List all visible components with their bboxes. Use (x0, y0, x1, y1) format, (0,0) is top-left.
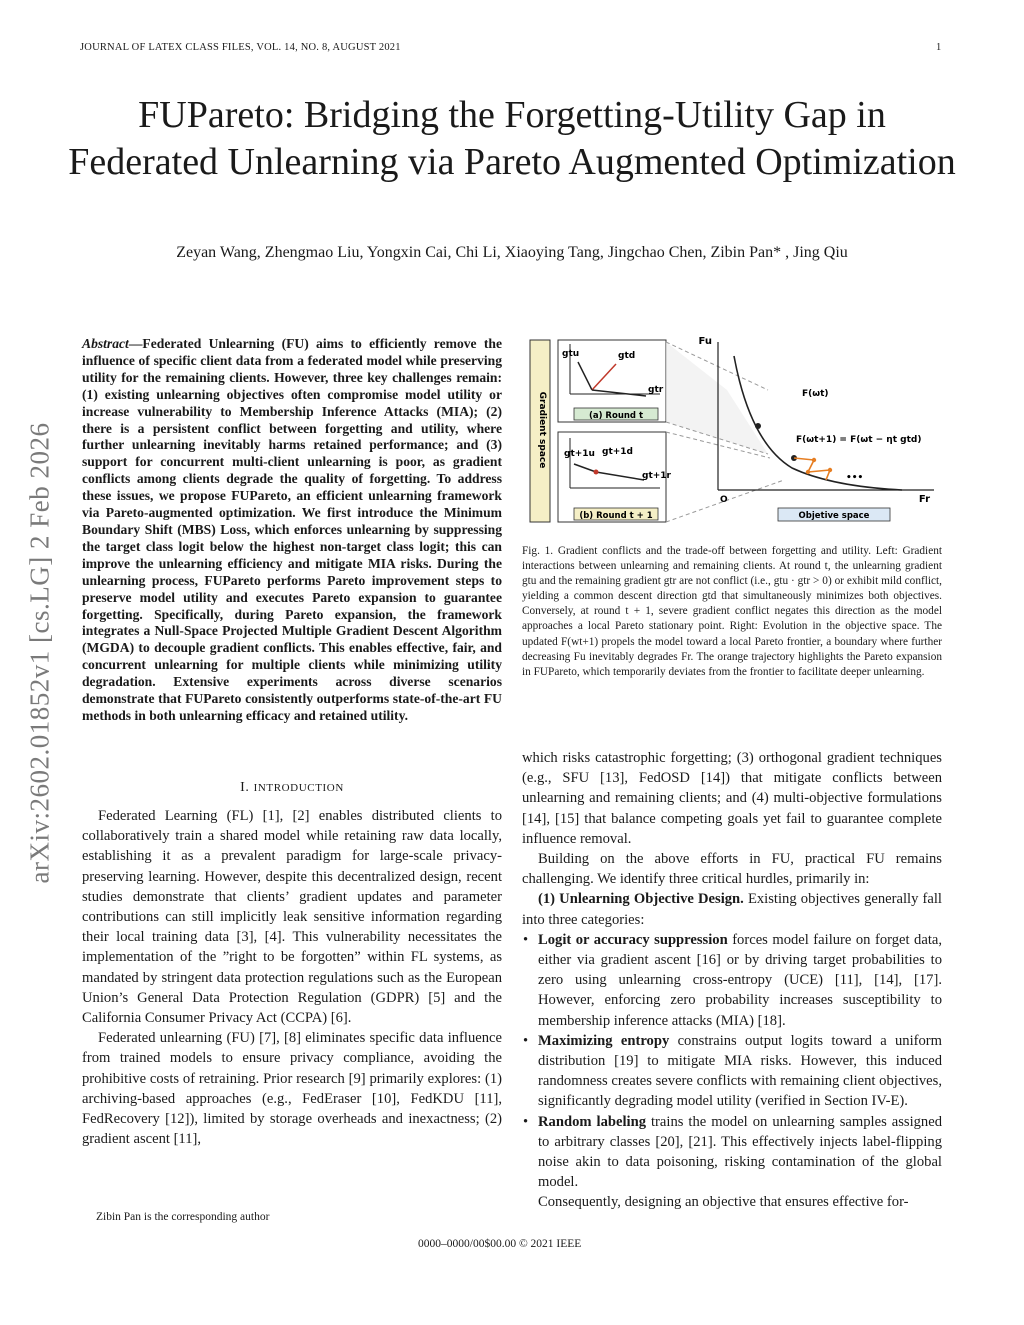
bullet-heading: Maximizing entropy (538, 1032, 670, 1049)
bullet-heading: Random labeling (538, 1113, 646, 1130)
point1-label: F(ωt) (802, 389, 829, 399)
paragraph: Building on the above efforts in FU, practical FU remains challenging. We identify three critical hurdles, primarily in: (522, 851, 942, 888)
page-number: 1 (936, 42, 942, 53)
point2-label: F(ωt+1) = F(ωt − ηt gtd) (796, 435, 922, 445)
bullet-text: forces model failure on forget data, either via gradient ascent [16] or by driving target probabilities to zero using unlearning cross-entropy (UCE) [11], [14], [17]. However, enforcing zero probability increases susceptibility to membership inference attacks (MIA) [18]. (538, 931, 942, 1029)
design-text: Existing objectives generally fall into three categories: (522, 891, 942, 928)
bullet-heading: Logit or accuracy suppression (538, 931, 728, 948)
orange-trajectory (794, 458, 830, 480)
list-item (538, 930, 942, 1031)
bullet-list (522, 930, 942, 1193)
origin-label: O (720, 495, 728, 505)
trajectory-point (806, 470, 810, 474)
label-gr1: gt+1r (642, 471, 671, 481)
pareto-frontier (734, 356, 902, 490)
paragraph: Federated Learning (FL) [1], [2] enables distributed clients to collaboratively train a shared model while retaining raw data locally, establishing it as a prevalent paradigm for large-scale privacy-preserving learning. However, despite this decentralized design, recent studies demonstrate that clients’ gradient updates and parameter contributions can still implicitly leak sensitive information regarding their local training data [3], [4]. This vulnerability necessitates the implementation of the ”right to be forgotten” within FL systems, as mandated by stringent data protection regulations such as the European Union’s General Data Protection Regulation (GDPR) [5] and the California Consumer Privacy Act (CCPA) [6]. (82, 808, 502, 1027)
list-item (538, 1112, 942, 1193)
abstract (82, 336, 502, 725)
footnote: Zibin Pan is the corresponding author (96, 1211, 270, 1223)
section-title: INTRODUCTION (253, 782, 344, 794)
design-paragraph (522, 889, 942, 929)
label-gu1: gt+1u (564, 449, 595, 459)
figure-diagram (522, 330, 946, 530)
point-gd1 (594, 470, 599, 475)
projection-shade-a (666, 342, 768, 454)
round-t-label: (a) Round t (588, 411, 644, 421)
trajectory-point (812, 458, 816, 462)
continuation-dots: ••• (846, 473, 864, 483)
abstract-text: —Federated Unlearning (FU) aims to efficiently remove the influence of specific client data from a federated model while preserving utility for the remaining clients. However, three key challenges remain: (1) existing unlearning objectives often compromise model utility or increase vulnerability to Membership Inference Attacks (MIA); (2) there is a persistent conflict between forgetting and utility, where further unlearning inevitably harms retained performance; and (3) support for concurrent multi-client unlearning is poor, as gradient conflicts among clients degrade the quality of forgetting. To address these issues, we propose FUPareto, an efficient unlearning framework via Pareto-augmented optimization. We first introduce the Minimum Boundary Shift (MBS) Loss, which enforces unlearning by suppressing the target class logit below the highest non-target class logit; this can improve the unlearning efficiency and mitigate MIA risks. During the unlearning process, FUPareto performs Pareto improvement steps to preserve model utility and executes Pareto expansion to guarantee forgetting. Specifically, during Pareto expansion, the framework integrates a Null-Space Projected Multiple Gradient Descent Algorithm (MGDA) to decouple gradient conflicts. This enables effective, fair, and concurrent unlearning for multiple clients while minimizing utility degradation. Extensive experiments across diverse scenarios demonstrate that FUPareto consistently outperforms state-of-the-art FU methods in both unlearning efficacy and retained utility. (82, 336, 502, 723)
gradient-space-label: Gradient space (537, 391, 547, 469)
list-item (538, 1031, 942, 1112)
arxiv-stamp: arXiv:2602.01852v1 [cs.LG] 2 Feb 2026 (24, 422, 55, 884)
round-t1-label: (b) Round t + 1 (579, 511, 653, 521)
trajectory-point (828, 468, 832, 472)
label-gu: gtu (562, 349, 580, 359)
fr-axis-label: Fr (918, 494, 930, 505)
section-number: I. (240, 780, 250, 795)
label-gr: gtr (648, 385, 664, 395)
bullet-text: trains the model on unlearning samples assigned to arbitrary classes [20], [21]. This effectively injects label-flipping noise akin to data poisoning, risking contamination of the global model. (538, 1113, 943, 1191)
abstract-label: Abstract (82, 336, 129, 351)
bullet-text: constrains output logits toward a uniform distribution [19] to mitigate MIA risks. However, this induced randomness creates severe conflicts with remaining client objectives, significantly degrading model utility (verified in Section IV-E). (538, 1032, 942, 1110)
copyright-line: 0000–0000/00$00.00 © 2021 IEEE (418, 1238, 582, 1250)
right-column-body (522, 748, 942, 1213)
running-header: JOURNAL OF LATEX CLASS FILES, VOL. 14, NO. 8, AUGUST 2021 (80, 42, 401, 53)
figure-caption: Fig. 1. Gradient conflicts and the trade-off between forgetting and utility. Left: Gradient interactions between unlearning and remaining clients. At round t, the unlearning gradient gtu and the remaining gradient gtr are not conflict (i.e., gtu · gtr > 0) or exhibit mild conflict, yielding a common descent direction gtd that simultaneously minimizes both objectives. Conversely, at round t + 1, severe gradient conflict negates this direction as the model approaches a local Pareto stationary point. Right: Evolution in the objective space. The updated F(wt+1) propels the model toward a local Pareto frontier, a boundary where further decreasing Fu inevitably degrades Fr. The orange trajectory highlights the Pareto expansion in FUPareto, which temporarily deviates from the frontier to facilitate deeper unlearning. (522, 545, 942, 678)
paragraph: which risks catastrophic forgetting; (3) orthogonal gradient techniques (e.g., SFU [13], FedOSD [14]) that mitigate conflicts between unlearning and remaining clients; and (4) multi-objective formulations [14], [15] that balance competing goals yet fail to guarantee complete influence removal. (522, 750, 942, 847)
paragraph: Federated unlearning (FU) [7], [8] eliminates specific data influence from trained models to ensure privacy compliance, avoiding the prohibitive costs of retraining. Prior research [9] primarily explores: (1) archiving-based approaches (e.g., FedEraser [10], FedKDU [11], FedRecovery [12]), limited by storage overheads and inexactness; (2) gradient ascent [11], (82, 1030, 502, 1148)
label-gd1: gt+1d (602, 447, 633, 457)
objective-space-label: Objetive space (798, 511, 870, 521)
section-heading (82, 780, 502, 796)
paragraph: Consequently, designing an objective that ensures effective for- (538, 1194, 909, 1211)
point-f-wt (755, 423, 761, 429)
author-list: Zeyan Wang, Zhengmao Liu, Yongxin Cai, Chi Li, Xiaoying Tang, Jingchao Chen, Zibin Pan* , Jing Qiu (176, 244, 848, 261)
figure-1 (522, 330, 946, 530)
label-gd: gtd (618, 351, 636, 361)
left-column-body (82, 806, 502, 1149)
paper-title: FUPareto: Bridging the Forgetting-Utility Gap in Federated Unlearning via Pareto Augmented Optimization (68, 94, 956, 183)
design-heading: (1) Unlearning Objective Design. (538, 891, 744, 908)
fu-axis-label: Fu (698, 336, 712, 347)
